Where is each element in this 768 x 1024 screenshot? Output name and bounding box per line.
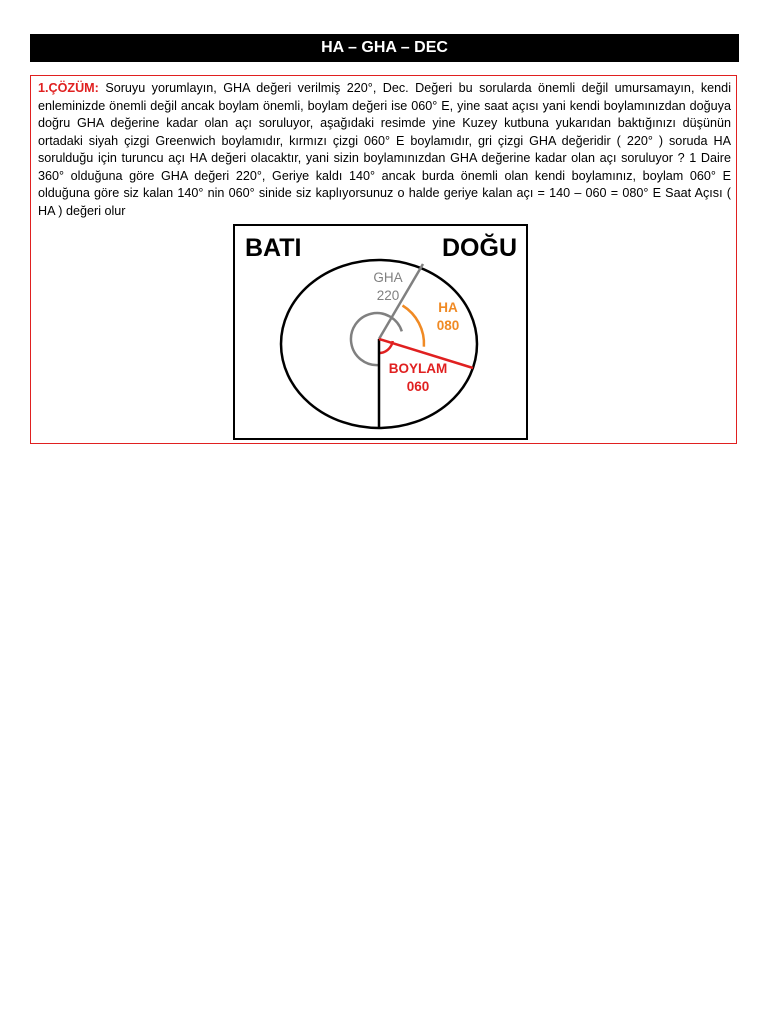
gha-label: GHA <box>373 270 403 285</box>
solution-paragraph <box>38 80 731 220</box>
gha-value: 220 <box>376 288 400 303</box>
page-title: HA – GHA – DEC <box>30 34 739 62</box>
solution-box <box>30 75 737 444</box>
solution-body: Soruyu yorumlayın, GHA değeri verilmiş 220°, Dec. Değeri bu sorularda önemli değil umursamayın, kendi enleminizde önemli değil ancak boylam önemli, boylam değeri ise 060° E, yine saat açısı yani kendi boylamınızdan doğuya doğru GHA değerine kadar olan açı soruluyor, aşağıdaki resimde yine Kuzey kutbuna yukarıdan baktığınızı düşünün ortadaki siyah çizgi Greenwich boylamıdır, kırmızı çizgi 060° E boylamıdır, gri çizgi GHA değeridir ( 220° ) soruda HA sorulduğu için turuncu açı HA değeri olacaktır, yani sizin boylamınızdan GHA değerine kadar olan açı soruluyor ? 1 Daire 360° olduğuna göre GHA değeri 220°, Geriye kaldı 140° ancak burda önemli olan kendi boylamınız, boylam 060° E olduğuna göre siz kalan 140° nin 060° sinide siz kaplıyorsunuz o halde geriye kalan açı = 140 – 060 = 080° E Saat Açısı ( HA ) değeri olur <box>38 81 731 218</box>
ha-value: 080 <box>436 318 460 333</box>
solution-label: 1.ÇÖZÜM: <box>38 81 99 95</box>
west-label: BATI <box>245 234 302 262</box>
ha-label: HA <box>438 300 458 315</box>
boylam-label: BOYLAM <box>388 361 448 376</box>
east-label: DOĞU <box>442 234 517 262</box>
boylam-value: 060 <box>406 379 430 394</box>
hour-angle-diagram <box>233 224 528 440</box>
